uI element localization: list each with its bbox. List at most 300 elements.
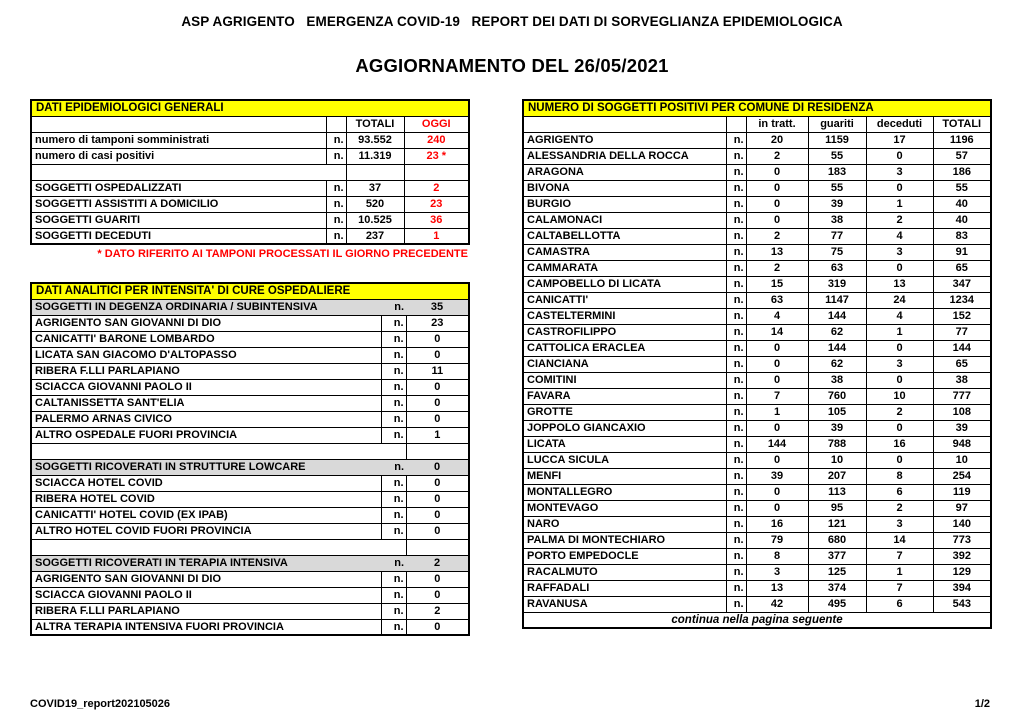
row-n-marker: n. [726, 436, 746, 452]
table-row [523, 580, 991, 596]
row-value [406, 443, 469, 459]
row-in-tratt-value: 7 [746, 388, 808, 404]
row-n-marker: n. [726, 180, 746, 196]
table-row [523, 452, 991, 468]
row-n-marker [381, 539, 406, 555]
table-row [523, 596, 991, 612]
row-label: PALERMO ARNAS CIVICO [31, 411, 381, 427]
row-comune-name: MONTALLEGRO [523, 484, 726, 500]
row-totali-value: 93.552 [346, 132, 404, 148]
row-deceduti-value: 2 [866, 500, 933, 516]
row-totali-value: 392 [933, 548, 991, 564]
table-row [523, 180, 991, 196]
row-totali-value: 1196 [933, 132, 991, 148]
row-n-marker: n. [726, 388, 746, 404]
row-deceduti-value: 2 [866, 404, 933, 420]
row-value: 0 [406, 395, 469, 411]
row-deceduti-value: 14 [866, 532, 933, 548]
row-totali-value: 40 [933, 212, 991, 228]
table-row [31, 411, 469, 427]
row-n-marker: n. [726, 276, 746, 292]
table-row [31, 507, 469, 523]
row-label: SOGGETTI IN DEGENZA ORDINARIA / SUBINTENSIVA [31, 299, 381, 315]
table-row [523, 420, 991, 436]
row-guariti-value: 125 [808, 564, 866, 580]
table-row [523, 132, 991, 148]
row-deceduti-value: 1 [866, 196, 933, 212]
row-n-marker: n. [381, 299, 406, 315]
row-deceduti-value: 4 [866, 228, 933, 244]
row-value: 0 [406, 619, 469, 635]
table-row [523, 196, 991, 212]
row-label: SCIACCA GIOVANNI PAOLO II [31, 379, 381, 395]
row-deceduti-value: 7 [866, 580, 933, 596]
row-n-marker: n. [381, 379, 406, 395]
empty-header-cell [726, 116, 746, 132]
table-row [31, 555, 469, 571]
row-n-marker: n. [726, 132, 746, 148]
row-n-marker: n. [726, 324, 746, 340]
row-guariti-value: 1159 [808, 132, 866, 148]
row-in-tratt-value: 13 [746, 580, 808, 596]
row-comune-name: JOPPOLO GIANCAXIO [523, 420, 726, 436]
table-row [523, 324, 991, 340]
table-row [523, 228, 991, 244]
row-label: AGRIGENTO SAN GIOVANNI DI DIO [31, 315, 381, 331]
tamponi-footnote: * DATO RIFERITO AI TAMPONI PROCESSATI IL GIORNO PRECEDENTE [97, 248, 468, 260]
row-deceduti-value: 0 [866, 340, 933, 356]
table-header-row [523, 116, 991, 132]
table-row [31, 491, 469, 507]
row-comune-name: CALAMONACI [523, 212, 726, 228]
row-label: RIBERA F.LLI PARLAPIANO [31, 363, 381, 379]
row-oggi-value [404, 164, 469, 180]
table-row [31, 619, 469, 635]
row-totali-value [346, 164, 404, 180]
row-oggi-value: 2 [404, 180, 469, 196]
table-header-row [31, 116, 469, 132]
row-guariti-value: 144 [808, 340, 866, 356]
row-n-marker: n. [726, 452, 746, 468]
row-value: 0 [406, 459, 469, 475]
row-n-marker: n. [381, 331, 406, 347]
row-n-marker: n. [726, 340, 746, 356]
row-label: ALTRO OSPEDALE FUORI PROVINCIA [31, 427, 381, 443]
row-label: numero di tamponi somministrati [31, 132, 326, 148]
row-guariti-value: 62 [808, 356, 866, 372]
row-n-marker: n. [381, 315, 406, 331]
row-comune-name: CASTELTERMINI [523, 308, 726, 324]
row-n-marker: n. [726, 228, 746, 244]
row-totali-value: 39 [933, 420, 991, 436]
row-value: 1 [406, 427, 469, 443]
row-n-marker: n. [381, 603, 406, 619]
row-n-marker: n. [381, 395, 406, 411]
row-guariti-value: 788 [808, 436, 866, 452]
table-row [523, 148, 991, 164]
row-deceduti-value: 13 [866, 276, 933, 292]
row-n-marker: n. [726, 196, 746, 212]
row-comune-name: NARO [523, 516, 726, 532]
row-n-marker: n. [726, 164, 746, 180]
row-label: CALTANISSETTA SANT'ELIA [31, 395, 381, 411]
row-oggi-value: 240 [404, 132, 469, 148]
row-value: 0 [406, 411, 469, 427]
row-comune-name: CAMPOBELLO DI LICATA [523, 276, 726, 292]
table-row [523, 436, 991, 452]
table-row [31, 315, 469, 331]
row-n-marker: n. [381, 507, 406, 523]
table-row [31, 443, 469, 459]
page-footer [30, 698, 990, 710]
row-deceduti-value: 6 [866, 596, 933, 612]
row-value [406, 539, 469, 555]
row-totali-value: 10 [933, 452, 991, 468]
row-in-tratt-value: 0 [746, 420, 808, 436]
row-n-marker: n. [726, 308, 746, 324]
table-row [31, 523, 469, 539]
row-label: SCIACCA HOTEL COVID [31, 475, 381, 491]
row-comune-name: CASTROFILIPPO [523, 324, 726, 340]
row-label [31, 164, 326, 180]
row-totali-value: 543 [933, 596, 991, 612]
table-title-row [31, 283, 469, 299]
row-totali-value: 91 [933, 244, 991, 260]
row-guariti-value: 55 [808, 148, 866, 164]
table-row [31, 180, 469, 196]
row-n-marker [381, 443, 406, 459]
table-row [31, 299, 469, 315]
table-row [31, 228, 469, 244]
row-n-marker: n. [381, 427, 406, 443]
right-column [522, 99, 990, 636]
row-in-tratt-value: 0 [746, 372, 808, 388]
row-n-marker [326, 164, 346, 180]
table-title-row [523, 100, 991, 116]
row-totali-value: 777 [933, 388, 991, 404]
row-totali-value: 129 [933, 564, 991, 580]
row-deceduti-value: 0 [866, 420, 933, 436]
empty-header-cell [326, 116, 346, 132]
row-deceduti-value: 1 [866, 324, 933, 340]
row-guariti-value: 1147 [808, 292, 866, 308]
row-label [31, 443, 381, 459]
row-label: SOGGETTI DECEDUTI [31, 228, 326, 244]
row-in-tratt-value: 2 [746, 148, 808, 164]
row-comune-name: FAVARA [523, 388, 726, 404]
row-oggi-value: 36 [404, 212, 469, 228]
row-guariti-value: 144 [808, 308, 866, 324]
left-column [30, 99, 468, 636]
column-header-oggi: OGGI [404, 116, 469, 132]
row-n-marker: n. [726, 516, 746, 532]
row-guariti-value: 39 [808, 196, 866, 212]
row-guariti-value: 95 [808, 500, 866, 516]
row-deceduti-value: 3 [866, 244, 933, 260]
row-totali-value: 55 [933, 180, 991, 196]
general-table-title: DATI EPIDEMIOLOGICI GENERALI [31, 100, 469, 116]
row-oggi-value: 1 [404, 228, 469, 244]
table-row [523, 548, 991, 564]
row-label: AGRIGENTO SAN GIOVANNI DI DIO [31, 571, 381, 587]
row-totali-value: 65 [933, 260, 991, 276]
row-comune-name: CAMASTRA [523, 244, 726, 260]
row-n-marker: n. [381, 411, 406, 427]
table-row [31, 395, 469, 411]
row-label: SOGGETTI RICOVERATI IN STRUTTURE LOWCARE [31, 459, 381, 475]
row-deceduti-value: 1 [866, 564, 933, 580]
table-row [31, 379, 469, 395]
row-in-tratt-value: 0 [746, 356, 808, 372]
table-row [31, 539, 469, 555]
row-value: 2 [406, 603, 469, 619]
row-deceduti-value: 6 [866, 484, 933, 500]
row-n-marker: n. [381, 475, 406, 491]
row-comune-name: LUCCA SICULA [523, 452, 726, 468]
row-comune-name: AGRIGENTO [523, 132, 726, 148]
report-body [0, 99, 1024, 636]
row-in-tratt-value: 14 [746, 324, 808, 340]
table-row [523, 484, 991, 500]
row-n-marker: n. [726, 532, 746, 548]
row-n-marker: n. [726, 356, 746, 372]
table-row [523, 308, 991, 324]
row-deceduti-value: 0 [866, 148, 933, 164]
table-row [523, 468, 991, 484]
table-row [31, 427, 469, 443]
hospital-care-table [30, 282, 470, 636]
row-comune-name: GROTTE [523, 404, 726, 420]
row-guariti-value: 377 [808, 548, 866, 564]
row-n-marker: n. [326, 196, 346, 212]
row-in-tratt-value: 0 [746, 180, 808, 196]
table-row [523, 404, 991, 420]
row-deceduti-value: 3 [866, 516, 933, 532]
row-oggi-value: 23 [404, 196, 469, 212]
row-n-marker: n. [381, 347, 406, 363]
row-n-marker: n. [726, 580, 746, 596]
page-number: 1/2 [974, 698, 990, 710]
row-comune-name: RAVANUSA [523, 596, 726, 612]
row-label: SOGGETTI ASSISTITI A DOMICILIO [31, 196, 326, 212]
row-in-tratt-value: 0 [746, 452, 808, 468]
table-row [31, 164, 469, 180]
table-row [523, 292, 991, 308]
row-guariti-value: 183 [808, 164, 866, 180]
row-comune-name: ARAGONA [523, 164, 726, 180]
row-n-marker: n. [726, 404, 746, 420]
row-comune-name: CATTOLICA ERACLEA [523, 340, 726, 356]
row-in-tratt-value: 63 [746, 292, 808, 308]
row-n-marker: n. [381, 523, 406, 539]
row-comune-name: CALTABELLOTTA [523, 228, 726, 244]
table-row [31, 475, 469, 491]
table-row [523, 564, 991, 580]
row-in-tratt-value: 4 [746, 308, 808, 324]
row-n-marker: n. [326, 228, 346, 244]
row-deceduti-value: 0 [866, 452, 933, 468]
row-comune-name: RAFFADALI [523, 580, 726, 596]
row-deceduti-value: 7 [866, 548, 933, 564]
table-row [523, 356, 991, 372]
table-row [31, 571, 469, 587]
table-row [523, 340, 991, 356]
row-comune-name: PALMA DI MONTECHIARO [523, 532, 726, 548]
row-value: 11 [406, 363, 469, 379]
report-date-title: AGGIORNAMENTO DEL 26/05/2021 [355, 55, 669, 76]
row-guariti-value: 55 [808, 180, 866, 196]
row-value: 0 [406, 587, 469, 603]
comuni-table-rows [523, 132, 991, 612]
table-row [31, 212, 469, 228]
row-guariti-value: 207 [808, 468, 866, 484]
table-row [31, 148, 469, 164]
row-in-tratt-value: 1 [746, 404, 808, 420]
row-guariti-value: 319 [808, 276, 866, 292]
column-header-guariti: guariti [808, 116, 866, 132]
row-totali-value: 77 [933, 324, 991, 340]
row-totali-value: 57 [933, 148, 991, 164]
row-n-marker: n. [326, 180, 346, 196]
row-deceduti-value: 10 [866, 388, 933, 404]
row-guariti-value: 10 [808, 452, 866, 468]
table-row [523, 276, 991, 292]
row-in-tratt-value: 0 [746, 196, 808, 212]
column-header-totali: TOTALI [346, 116, 404, 132]
row-totali-value: 237 [346, 228, 404, 244]
row-comune-name: COMITINI [523, 372, 726, 388]
row-guariti-value: 75 [808, 244, 866, 260]
row-n-marker: n. [726, 420, 746, 436]
row-comune-name: MONTEVAGO [523, 500, 726, 516]
row-deceduti-value: 17 [866, 132, 933, 148]
row-label: SCIACCA GIOVANNI PAOLO II [31, 587, 381, 603]
row-guariti-value: 39 [808, 420, 866, 436]
row-comune-name: CIANCIANA [523, 356, 726, 372]
table-row [31, 347, 469, 363]
row-label: SOGGETTI GUARITI [31, 212, 326, 228]
row-n-marker: n. [381, 491, 406, 507]
table-row [31, 603, 469, 619]
row-label: RIBERA F.LLI PARLAPIANO [31, 603, 381, 619]
row-n-marker: n. [381, 571, 406, 587]
row-guariti-value: 680 [808, 532, 866, 548]
row-n-marker: n. [726, 548, 746, 564]
row-label: numero di casi positivi [31, 148, 326, 164]
row-deceduti-value: 3 [866, 164, 933, 180]
row-in-tratt-value: 20 [746, 132, 808, 148]
row-n-marker: n. [381, 587, 406, 603]
row-n-marker: n. [726, 484, 746, 500]
row-n-marker: n. [726, 244, 746, 260]
row-comune-name: RACALMUTO [523, 564, 726, 580]
row-guariti-value: 121 [808, 516, 866, 532]
row-label: CANICATTI' BARONE LOMBARDO [31, 331, 381, 347]
row-in-tratt-value: 3 [746, 564, 808, 580]
row-totali-value: 40 [933, 196, 991, 212]
table-row [523, 516, 991, 532]
row-guariti-value: 38 [808, 212, 866, 228]
row-in-tratt-value: 79 [746, 532, 808, 548]
row-guariti-value: 38 [808, 372, 866, 388]
row-guariti-value: 77 [808, 228, 866, 244]
row-totali-value: 11.319 [346, 148, 404, 164]
column-header-in-tratt: in tratt. [746, 116, 808, 132]
row-totali-value: 186 [933, 164, 991, 180]
row-value: 23 [406, 315, 469, 331]
row-value: 0 [406, 331, 469, 347]
row-value: 0 [406, 491, 469, 507]
row-totali-value: 394 [933, 580, 991, 596]
row-value: 0 [406, 507, 469, 523]
row-comune-name: BIVONA [523, 180, 726, 196]
row-n-marker: n. [381, 459, 406, 475]
comuni-positives-table [522, 99, 992, 629]
hospital-table-rows [31, 299, 469, 635]
row-deceduti-value: 8 [866, 468, 933, 484]
general-data-table [30, 99, 470, 245]
row-value: 0 [406, 347, 469, 363]
row-in-tratt-value: 0 [746, 500, 808, 516]
row-n-marker: n. [326, 212, 346, 228]
row-n-marker: n. [726, 148, 746, 164]
row-guariti-value: 495 [808, 596, 866, 612]
row-totali-value: 97 [933, 500, 991, 516]
spacer [30, 260, 468, 282]
row-totali-value: 10.525 [346, 212, 404, 228]
report-filename: COVID19_report202105026 [30, 698, 171, 710]
continuation-row [523, 612, 991, 628]
row-totali-value: 83 [933, 228, 991, 244]
row-label [31, 539, 381, 555]
row-in-tratt-value: 15 [746, 276, 808, 292]
row-oggi-value: 23 * [404, 148, 469, 164]
column-header-totali: TOTALI [933, 116, 991, 132]
row-n-marker: n. [326, 132, 346, 148]
row-deceduti-value: 2 [866, 212, 933, 228]
table-row [523, 164, 991, 180]
row-comune-name: LICATA [523, 436, 726, 452]
row-in-tratt-value: 0 [746, 164, 808, 180]
row-n-marker: n. [726, 260, 746, 276]
row-n-marker: n. [381, 555, 406, 571]
row-value: 35 [406, 299, 469, 315]
row-totali-value: 140 [933, 516, 991, 532]
row-totali-value: 65 [933, 356, 991, 372]
row-guariti-value: 63 [808, 260, 866, 276]
row-value: 0 [406, 571, 469, 587]
table-row [523, 500, 991, 516]
row-guariti-value: 105 [808, 404, 866, 420]
row-label: RIBERA HOTEL COVID [31, 491, 381, 507]
row-label: ALTRA TERAPIA INTENSIVA FUORI PROVINCIA [31, 619, 381, 635]
table-row [31, 587, 469, 603]
row-in-tratt-value: 2 [746, 260, 808, 276]
row-deceduti-value: 4 [866, 308, 933, 324]
row-totali-value: 38 [933, 372, 991, 388]
row-n-marker: n. [726, 564, 746, 580]
hospital-table-title: DATI ANALITICI PER INTENSITA' DI CURE OSPEDALIERE [31, 283, 469, 299]
row-comune-name: BURGIO [523, 196, 726, 212]
row-guariti-value: 113 [808, 484, 866, 500]
row-deceduti-value: 0 [866, 260, 933, 276]
row-in-tratt-value: 39 [746, 468, 808, 484]
row-value: 0 [406, 523, 469, 539]
row-totali-value: 119 [933, 484, 991, 500]
table-row [523, 212, 991, 228]
row-deceduti-value: 3 [866, 356, 933, 372]
row-totali-value: 144 [933, 340, 991, 356]
